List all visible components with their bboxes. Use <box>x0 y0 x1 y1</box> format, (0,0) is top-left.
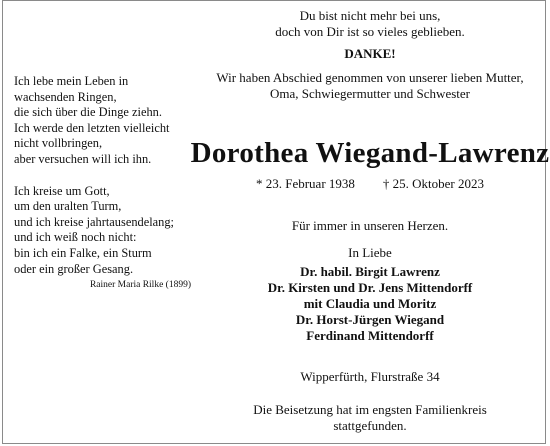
poem-line: und ich kreise jahrtausendelang; <box>14 214 174 229</box>
poem-line: Ich lebe mein Leben in <box>14 74 129 88</box>
poem-line: aber versuchen will ich ihn. <box>14 151 152 166</box>
mourner-name: Dr. Horst-Jürgen Wiegand <box>295 312 445 327</box>
poem-stanza-2 <box>14 184 199 278</box>
poem-line: um den uralten Turm, <box>14 199 122 214</box>
mourner-name: Dr. Kirsten und Dr. Jens Mittendorff <box>267 280 473 295</box>
mourners-intro: In Liebe <box>348 245 392 260</box>
farewell-line-1: Wir haben Abschied genommen von unserer lieben Mutter, <box>216 70 524 85</box>
poem-stanza-1 <box>14 74 199 168</box>
funeral-note-2: stattgefunden. <box>333 418 407 433</box>
poem-line: und ich weiß noch nicht: <box>14 230 137 245</box>
poem-line: Ich werde den letzten vielleicht <box>14 120 170 135</box>
poem-line: die sich über die Dinge ziehn. <box>14 105 162 120</box>
poem-author: Rainer Maria Rilke (1899) <box>89 280 191 291</box>
mourner-name: Ferdinand Mittendorff <box>306 328 434 343</box>
poem-line: nicht vollbringen, <box>14 136 103 151</box>
intro-line-2: doch von Dir ist so vieles geblieben. <box>275 24 465 39</box>
poem-line: oder ein großer Gesang. <box>14 261 134 276</box>
poem-line: wachsenden Ringen, <box>14 89 117 104</box>
death-date: † 25. Oktober 2023 <box>382 176 485 191</box>
motto: Für immer in unseren Herzen. <box>291 218 449 233</box>
deceased-name: Dorothea Wiegand-Lawrenz <box>190 137 550 169</box>
rilke-poem <box>14 74 199 292</box>
funeral-note-1: Die Beisetzung hat im engsten Familienkreis <box>253 402 487 417</box>
thanks-heading: DANKE! <box>344 46 396 61</box>
farewell-line-2: Oma, Schwiegermutter und Schwester <box>269 86 470 101</box>
mourner-name: mit Claudia und Moritz <box>303 296 437 311</box>
address: Wipperfürth, Flurstraße 34 <box>300 369 440 384</box>
life-dates <box>190 176 550 192</box>
intro-line-1: Du bist nicht mehr bei uns, <box>299 8 441 23</box>
mourner-name: Dr. habil. Birgit Lawrenz <box>300 264 440 279</box>
poem-line: Ich kreise um Gott, <box>14 183 110 198</box>
birth-date: * 23. Februar 1938 <box>255 176 355 191</box>
poem-line: bin ich ein Falke, ein Sturm <box>14 245 152 260</box>
